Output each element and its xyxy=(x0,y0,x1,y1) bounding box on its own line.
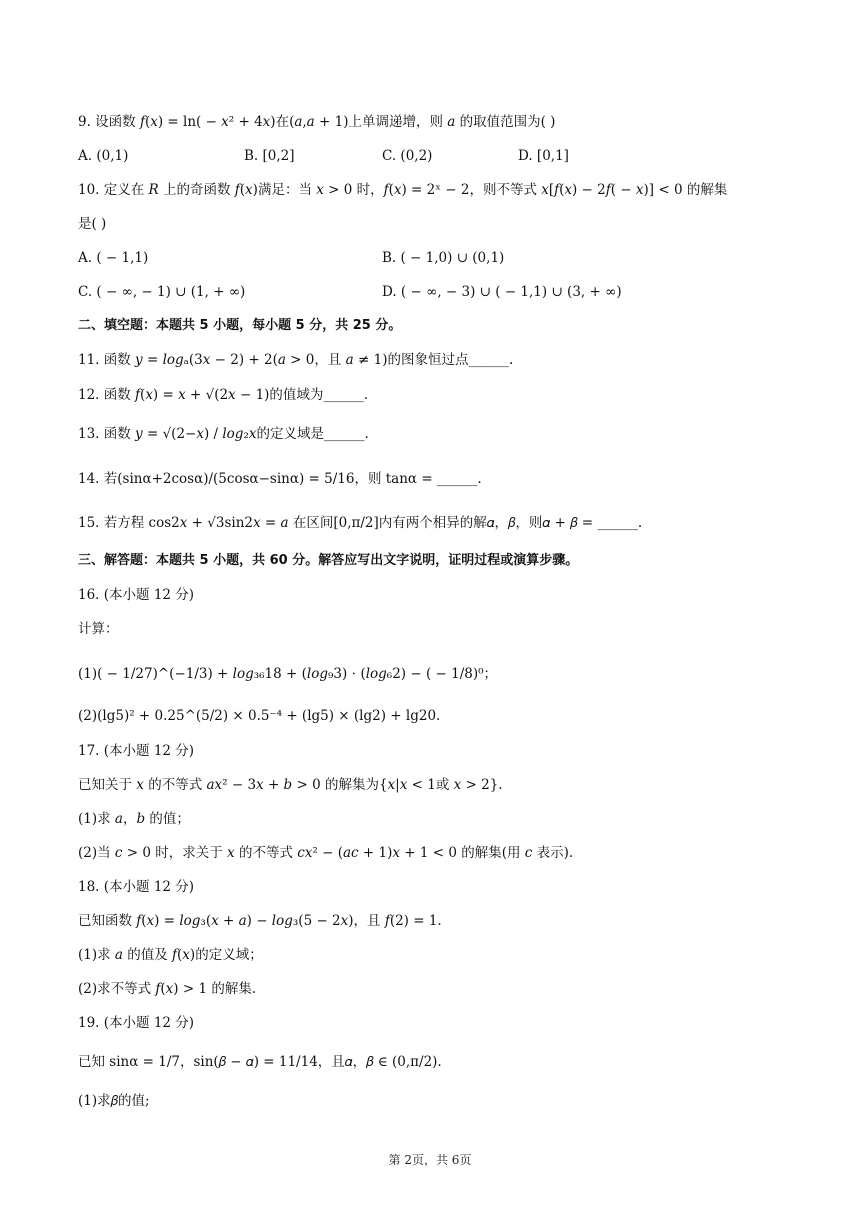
question-14: 14. 若(sinα+2cosα)/(5cosα−sinα) = 5/16，则 tanα = ______. xyxy=(78,471,482,487)
option-d: D. ( − ∞, − 3) ∪ ( − 1,1) ∪ (3, + ∞) xyxy=(382,284,622,300)
question-10-stem: 10. 定义在 𝑅 上的奇函数 𝑓(𝑥)满足：当 𝑥 > 0 时，𝑓(𝑥) = 2ˣ − 2，则不等式 𝑥[𝑓(𝑥) − 2𝑓( − 𝑥)] < 0 的解集 xyxy=(78,182,728,198)
question-17-heading: 17. (本小题 12 分) xyxy=(78,743,195,759)
question-17-stem: 已知关于 𝑥 的不等式 𝑎𝑥² − 3𝑥 + 𝑏 > 0 的解集为{𝑥|𝑥 < 1或 𝑥 > 2}. xyxy=(78,777,503,793)
question-17-part-2: (2)当 𝑐 > 0 时，求关于 𝑥 的不等式 𝑐𝑥² − (𝑎𝑐 + 1)𝑥 + 1 < 0 的解集(用 𝑐 表示). xyxy=(78,845,574,861)
question-12: 12. 函数 𝑓(𝑥) = 𝑥 + √(2𝑥 − 1)的值域为______. xyxy=(78,387,369,403)
question-16-part-1: (1)( − 1/27)^(−1/3) + 𝑙𝑜𝑔₃₆18 + (𝑙𝑜𝑔₉3) ⋅ (𝑙𝑜𝑔₆2) − ( − 1/8)⁰； xyxy=(78,666,498,682)
question-13: 13. 函数 𝑦 = √(2−𝑥) / 𝑙𝑜𝑔₂𝑥的定义域是______. xyxy=(78,426,369,442)
question-19-heading: 19. (本小题 12 分) xyxy=(78,1015,195,1031)
question-17-part-1: (1)求 𝑎，𝑏 的值； xyxy=(78,811,190,827)
question-19-part-1: (1)求𝛽的值; xyxy=(78,1093,150,1109)
question-11: 11. 函数 𝑦 = 𝑙𝑜𝑔ₐ(3𝑥 − 2) + 2(𝑎 > 0，且 𝑎 ≠ 1)的图象恒过点______. xyxy=(78,352,514,368)
section-heading-fill-in: 二、填空题：本题共 5 小题，每小题 5 分，共 25 分。 xyxy=(78,318,402,333)
question-16-part-2: (2)(lg5)² + 0.25^(5/2) × 0.5⁻⁴ + (lg5) × (lg2) + lg20. xyxy=(78,708,441,724)
question-18-stem: 已知函数 𝑓(𝑥) = 𝑙𝑜𝑔₃(𝑥 + 𝑎) − 𝑙𝑜𝑔₃(5 − 2𝑥)，且 𝑓(2) = 1. xyxy=(78,913,442,929)
option-c: C. ( − ∞, − 1) ∪ (1, + ∞) xyxy=(78,284,246,300)
question-10-stem-cont: 是( ) xyxy=(78,216,107,232)
question-15: 15. 若方程 cos2𝑥 + √3sin2𝑥 = 𝑎 在区间[0,π/2]内有两个相异的解𝛼，𝛽，则𝛼 + 𝛽 = ______. xyxy=(78,515,643,531)
question-16-intro: 计算： xyxy=(78,621,119,637)
question-9-stem: 9. 设函数 𝑓(𝑥) = ln( − 𝑥² + 4𝑥)在(𝑎,𝑎 + 1)上单调递增，则 𝑎 的取值范围为( ) xyxy=(78,114,556,130)
option-c: C. (0,2) xyxy=(382,148,433,164)
option-a: A. (0,1) xyxy=(78,148,129,164)
question-16-heading: 16. (本小题 12 分) xyxy=(78,587,195,603)
page-number-footer: 第 2页，共 6页 xyxy=(388,1153,472,1167)
question-18-heading: 18. (本小题 12 分) xyxy=(78,879,195,895)
option-b: B. ( − 1,0) ∪ (0,1) xyxy=(382,250,505,266)
option-b: B. [0,2] xyxy=(244,148,295,164)
question-18-part-1: (1)求 𝑎 的值及 𝑓(𝑥)的定义域； xyxy=(78,947,263,963)
question-19-stem: 已知 sinα = 1/7，sin(𝛽 − 𝛼) = 11/14，且𝛼，𝛽 ∈ (0,π/2). xyxy=(78,1054,442,1070)
option-d: D. [0,1] xyxy=(518,148,569,164)
section-heading-solutions: 三、解答题：本题共 5 小题，共 60 分。解答应写出文字说明，证明过程或演算步骤。 xyxy=(78,553,579,568)
option-a: A. ( − 1,1) xyxy=(78,250,149,266)
question-18-part-2: (2)求不等式 𝑓(𝑥) > 1 的解集. xyxy=(78,981,257,997)
